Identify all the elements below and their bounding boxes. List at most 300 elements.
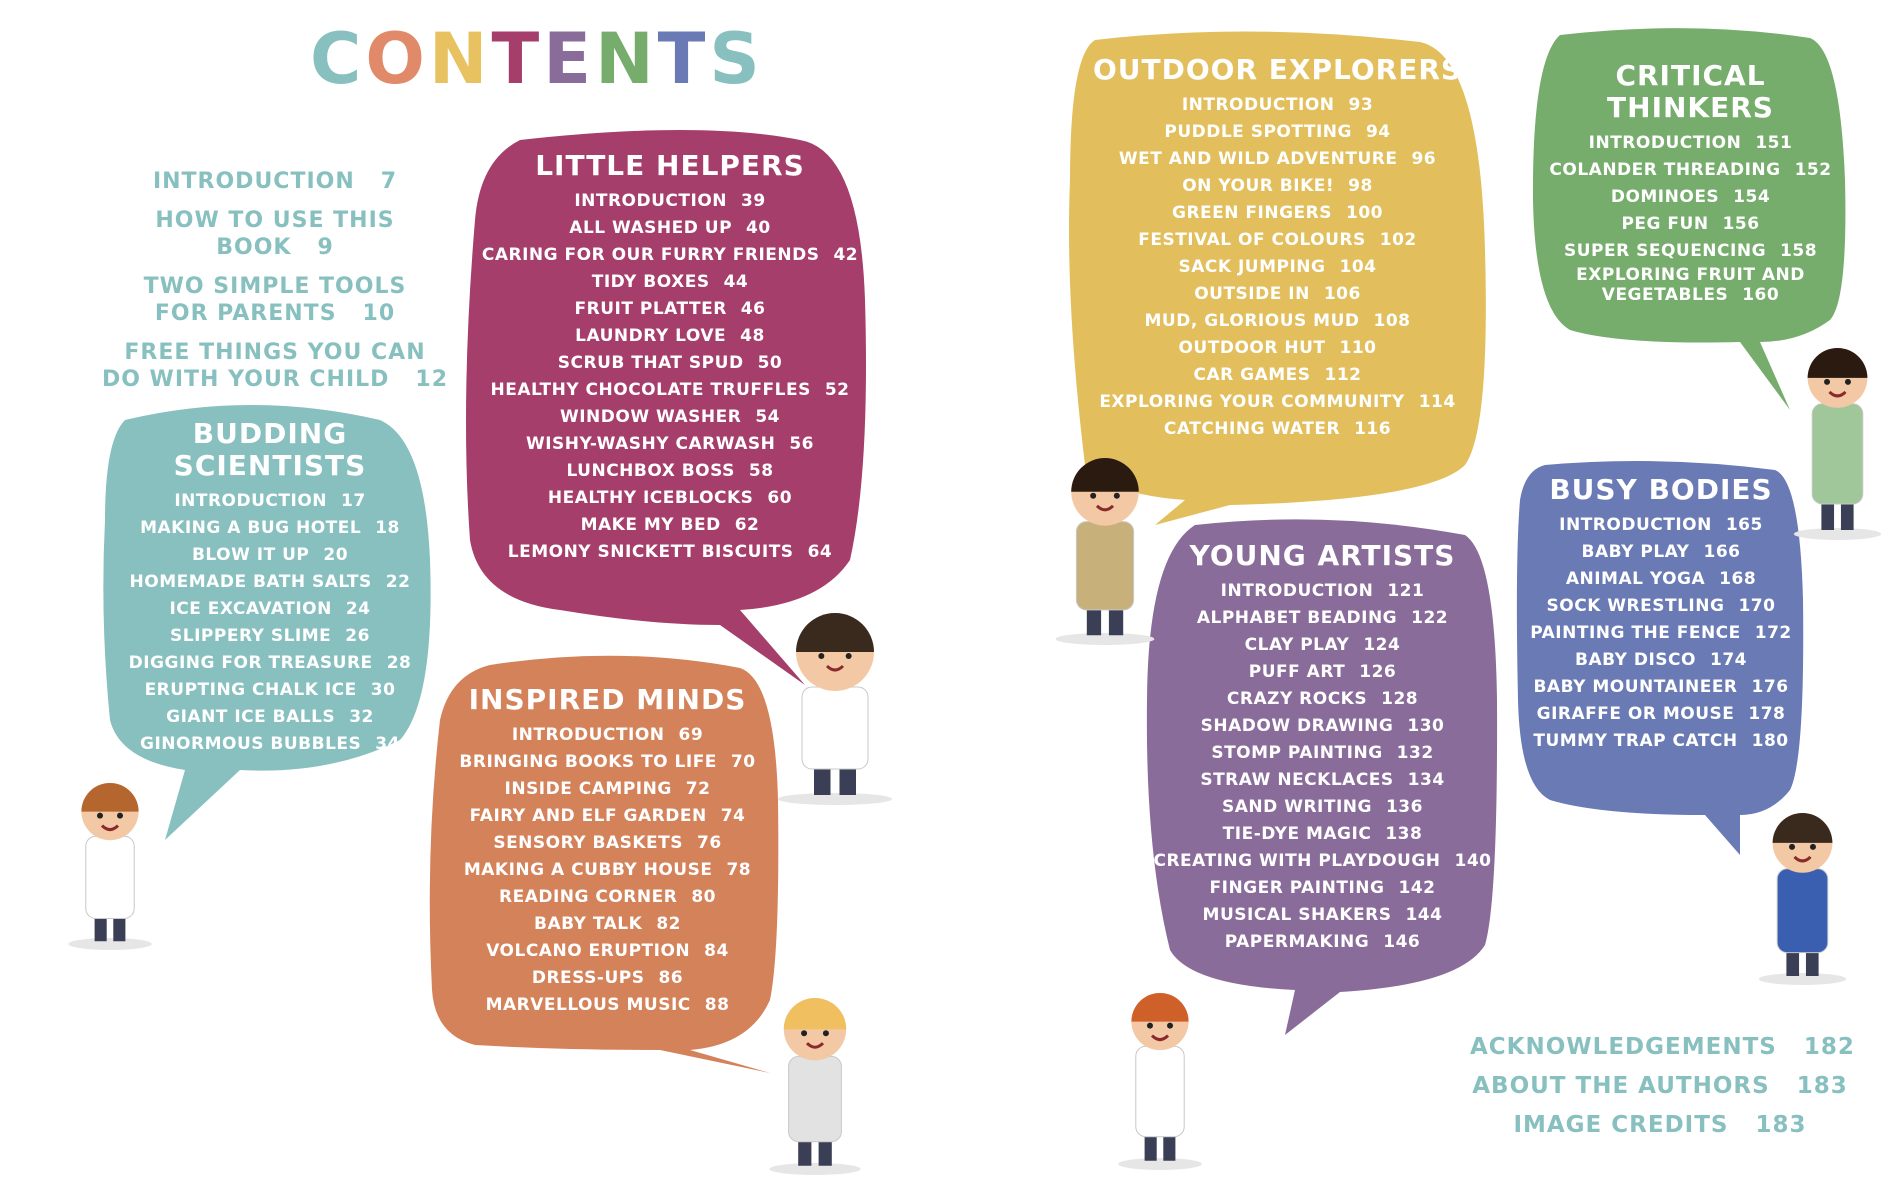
toc-entry-page: 32	[349, 707, 374, 727]
section-items	[1075, 92, 1480, 443]
toc-entry-label: MAKING A CUBBY HOUSE	[463, 860, 713, 880]
toc-entry-label: SACK JUMPING	[1178, 257, 1326, 277]
body	[1777, 869, 1828, 953]
toc-entry[interactable]	[478, 377, 862, 404]
toc-entry-page: 56	[789, 434, 814, 454]
toc-entry-page: 182	[1803, 1034, 1855, 1060]
section-critical-thinkers	[1538, 60, 1843, 305]
toc-entry-page: 112	[1324, 365, 1362, 385]
toc-entry-label: FINGER PAINTING	[1209, 878, 1385, 898]
toc-entry-label: BABY MOUNTAINEER	[1533, 677, 1738, 697]
toc-entry[interactable]	[478, 404, 862, 431]
toc-entry[interactable]	[1150, 632, 1495, 659]
toc-entry[interactable]	[95, 168, 455, 195]
toc-entry-page: 160	[1742, 285, 1780, 305]
toc-entry[interactable]	[478, 512, 862, 539]
toc-entry[interactable]	[1075, 362, 1480, 389]
toc-entry-page: 7	[380, 169, 398, 194]
toc-entry[interactable]	[1150, 848, 1495, 875]
toc-entry-label: DOMINOES	[1610, 187, 1720, 207]
toc-entry[interactable]	[1150, 902, 1495, 929]
toc-entry-label: SLIPPERY SLIME	[170, 626, 332, 646]
right-eye	[1114, 493, 1120, 499]
right-eye	[823, 1030, 829, 1036]
toc-entry-label: LAUNDRY LOVE	[575, 326, 727, 346]
toc-entry[interactable]	[1522, 512, 1800, 539]
toc-entry-label: BABY PLAY	[1581, 542, 1690, 562]
toc-entry-label: BLOW IT UP	[191, 545, 310, 565]
toc-entry[interactable]	[440, 803, 775, 830]
section-title: INSPIRED MINDS	[468, 683, 747, 716]
toc-entry[interactable]	[1075, 416, 1480, 443]
toc-entry[interactable]	[1522, 647, 1800, 674]
toc-entry[interactable]	[1470, 1028, 1855, 1067]
section-items	[478, 188, 862, 566]
thinker-child-icon	[1780, 340, 1895, 540]
toc-entry[interactable]	[95, 339, 455, 393]
toc-entry-label: TIE-DYE MAGIC	[1222, 824, 1372, 844]
toc-entry-page: 74	[720, 806, 746, 826]
toc-entry-page: 17	[341, 491, 366, 511]
hair	[1131, 993, 1188, 1022]
toc-entry-label: PAPERMAKING	[1224, 932, 1370, 952]
toc-entry[interactable]	[1470, 1067, 1850, 1106]
toc-entry[interactable]	[1538, 184, 1843, 211]
toc-entry-label: SENSORY BASKETS	[493, 833, 683, 853]
left-eye	[801, 1030, 807, 1036]
section-title: YOUNG ARTISTS	[1189, 539, 1456, 572]
toc-entry[interactable]	[95, 207, 455, 261]
toc-entry-page: 20	[323, 545, 349, 565]
toc-entry-label: HOW TO USE THIS BOOK	[155, 208, 395, 260]
title-letter: T	[491, 18, 544, 100]
toc-entry[interactable]	[478, 350, 862, 377]
section-outdoor-explorers	[1075, 54, 1480, 443]
painter-child-icon	[1105, 985, 1215, 1170]
toc-entry-page: 122	[1411, 608, 1449, 628]
toc-entry[interactable]	[478, 188, 862, 215]
section-title-line: BUDDING	[192, 417, 348, 450]
toc-entry-label: DRESS-UPS	[531, 968, 645, 988]
toc-entry[interactable]	[1075, 173, 1480, 200]
toc-entry-page: 78	[726, 860, 752, 880]
toc-entry-label: GREEN FINGERS	[1172, 203, 1332, 223]
toc-entry[interactable]	[1075, 335, 1480, 362]
toc-entry-page: 140	[1454, 851, 1492, 871]
toc-entry[interactable]	[440, 965, 775, 992]
toc-entry-page: 174	[1709, 650, 1747, 670]
hair	[81, 783, 138, 812]
section-budding-scientists	[115, 418, 425, 758]
section-items	[1150, 578, 1495, 956]
section-title: BUSY BODIES	[1549, 473, 1773, 506]
toc-entry[interactable]	[478, 269, 862, 296]
toc-entry-page: 154	[1733, 187, 1771, 207]
toc-entry[interactable]	[440, 911, 775, 938]
toc-entry[interactable]	[1150, 767, 1495, 794]
toc-entry-page: 46	[740, 299, 766, 319]
toc-entry[interactable]	[440, 830, 775, 857]
toc-entry-page: 142	[1398, 878, 1436, 898]
toc-entry-label: INTRODUCTION	[1588, 133, 1742, 153]
toc-entry-label: SCRUB THAT SPUD	[557, 353, 744, 373]
toc-entry[interactable]	[1150, 821, 1495, 848]
scientist-child-icon	[55, 775, 165, 950]
toc-entry-label: OUTSIDE IN	[1194, 284, 1310, 304]
toc-entry-page: 138	[1385, 824, 1423, 844]
toc-entry-label: SHADOW DRAWING	[1200, 716, 1394, 736]
toc-entry[interactable]	[115, 623, 425, 650]
toc-entry[interactable]	[440, 992, 775, 1019]
toc-entry[interactable]	[478, 215, 862, 242]
toc-entry[interactable]	[115, 542, 425, 569]
toc-entry-label: IMAGE CREDITS	[1513, 1112, 1729, 1138]
toc-entry-label: INTRODUCTION	[152, 169, 355, 194]
section-title-line: CRITICAL	[1615, 59, 1766, 92]
toc-entry-label: SOCK WRESTLING	[1546, 596, 1725, 616]
toc-entry-page: 52	[824, 380, 850, 400]
ground-shadow	[1056, 633, 1155, 645]
toc-entry[interactable]	[1150, 605, 1495, 632]
toc-entry-label: MAKING A BUG HOTEL	[140, 518, 362, 538]
hair	[1071, 458, 1139, 492]
toc-entry-page: 108	[1373, 311, 1411, 331]
toc-entry-label: BRINGING BOOKS TO LIFE	[459, 752, 717, 772]
toc-entry-label: DIGGING FOR TREASURE	[128, 653, 373, 673]
toc-entry-page: 44	[723, 272, 749, 292]
section-little-helpers	[478, 150, 862, 566]
toc-entry-page: 172	[1754, 623, 1792, 643]
toc-entry-page: 151	[1755, 133, 1793, 153]
toc-entry[interactable]	[1150, 659, 1495, 686]
toc-entry-page: 10	[362, 301, 396, 326]
left-eye	[1147, 1023, 1153, 1029]
toc-entry-label: ABOUT THE AUTHORS	[1472, 1073, 1770, 1099]
toc-entry-page: 42	[833, 245, 859, 265]
toc-entry[interactable]	[1538, 238, 1843, 265]
toc-entry-page: 104	[1339, 257, 1377, 277]
toc-entry[interactable]	[95, 273, 455, 327]
toc-entry-label: BABY TALK	[534, 914, 643, 934]
toc-entry-page: 134	[1407, 770, 1445, 790]
hair	[1773, 813, 1833, 843]
section-busy-bodies	[1522, 474, 1800, 755]
toc-entry-label: CLAY PLAY	[1244, 635, 1350, 655]
right-eye	[1845, 379, 1851, 385]
toc-entry-page: 180	[1751, 731, 1789, 751]
toc-entry-label: FOR PARENTS	[154, 301, 337, 326]
section-title	[115, 418, 425, 482]
toc-entry[interactable]	[1522, 620, 1800, 647]
toc-entry-page: 168	[1719, 569, 1757, 589]
toc-entry[interactable]	[1075, 227, 1480, 254]
toc-entry-label: ERUPTING CHALK ICE	[144, 680, 357, 700]
toc-entry-label: ANIMAL YOGA	[1565, 569, 1706, 589]
toc-entry-label: CRAZY ROCKS	[1226, 689, 1368, 709]
toc-entry-page: 9	[317, 235, 334, 260]
body	[802, 687, 868, 769]
toc-entry-page: 48	[740, 326, 765, 346]
left-eye	[1090, 493, 1096, 499]
toc-entry-label: INTRODUCTION	[1181, 95, 1335, 115]
toc-entry-page: 144	[1405, 905, 1443, 925]
right-eye	[117, 813, 123, 819]
toc-entry-page: 88	[704, 995, 730, 1015]
toc-entry-page: 72	[685, 779, 711, 799]
toc-entry-page: 40	[746, 218, 771, 238]
hair	[784, 998, 846, 1029]
toc-entry-page: 69	[678, 725, 704, 745]
toc-entry-label: STRAW NECKLACES	[1200, 770, 1394, 790]
toc-entry[interactable]	[478, 296, 862, 323]
right-eye	[1167, 1023, 1173, 1029]
toc-entry[interactable]	[1522, 539, 1800, 566]
toc-entry[interactable]	[1075, 308, 1480, 335]
toc-entry-label: ALL WASHED UP	[569, 218, 733, 238]
toc-entry-label: FRUIT PLATTER	[574, 299, 727, 319]
toc-entry[interactable]	[440, 938, 775, 965]
toc-entry-label: LUNCHBOX BOSS	[566, 461, 735, 481]
toc-entry-label: ICE EXCAVATION	[169, 599, 332, 619]
section-title: LITTLE HELPERS	[535, 149, 805, 182]
toc-entry[interactable]	[1538, 130, 1843, 157]
toc-entry-page: 152	[1794, 160, 1832, 180]
body	[1136, 1046, 1184, 1137]
toc-entry[interactable]	[1538, 157, 1843, 184]
toc-entry-page: 110	[1339, 338, 1377, 358]
toc-entry-label: INTRODUCTION	[1220, 581, 1374, 601]
toc-entry-page: 82	[656, 914, 681, 934]
toc-entry[interactable]	[1075, 92, 1480, 119]
toc-entry-label: VOLCANO ERUPTION	[486, 941, 691, 961]
toc-entry[interactable]	[1150, 713, 1495, 740]
toc-entry[interactable]	[1522, 728, 1800, 755]
toc-entry-label: WINDOW WASHER	[559, 407, 742, 427]
toc-entry-page: 84	[704, 941, 729, 961]
toc-entry[interactable]	[440, 776, 775, 803]
toc-entry-page: 100	[1345, 203, 1383, 223]
toc-entry[interactable]	[1538, 265, 1843, 305]
toc-entry-label: FAIRY AND ELF GARDEN	[469, 806, 707, 826]
toc-entry[interactable]	[115, 704, 425, 731]
toc-entry[interactable]	[1522, 593, 1800, 620]
toc-entry[interactable]	[115, 731, 425, 758]
toc-entry[interactable]	[115, 515, 425, 542]
right-eye	[1810, 844, 1816, 850]
toc-entry[interactable]	[1470, 1106, 1850, 1145]
toc-entry-page: 24	[345, 599, 371, 619]
toc-entry-page: 58	[748, 461, 774, 481]
hair	[1808, 348, 1868, 378]
toc-entry-label: FESTIVAL OF COLOURS	[1138, 230, 1366, 250]
toc-entry[interactable]	[440, 722, 775, 749]
toc-entry[interactable]	[1150, 794, 1495, 821]
toc-entry-label: TIDY BOXES	[591, 272, 710, 292]
toc-entry-label: PEG FUN	[1621, 214, 1709, 234]
toc-entry[interactable]	[1150, 686, 1495, 713]
toc-entry[interactable]	[1150, 929, 1495, 956]
toc-entry-label: GIRAFFE OR MOUSE	[1536, 704, 1735, 724]
toc-entry-page: 170	[1738, 596, 1776, 616]
toc-entry-label: CARING FOR OUR FURRY FRIENDS	[481, 245, 820, 265]
toc-entry-page: 22	[385, 572, 411, 592]
toc-entry-label: WISHY-WASHY CARWASH	[525, 434, 776, 454]
toc-entry[interactable]	[1150, 578, 1495, 605]
toc-entry-page: 26	[345, 626, 370, 646]
ground-shadow	[1118, 1158, 1202, 1170]
toc-entry-label: LEMONY SNICKETT BISCUITS	[507, 542, 794, 562]
left-eye	[1789, 844, 1795, 850]
toc-entry-label: PAINTING THE FENCE	[1530, 623, 1741, 643]
toc-entry[interactable]	[478, 458, 862, 485]
toc-entry-page: 98	[1348, 176, 1373, 196]
toc-entry[interactable]	[1075, 119, 1480, 146]
explorer-child-icon	[1040, 450, 1170, 645]
ground-shadow	[1759, 973, 1846, 985]
toc-entry-label: MUSICAL SHAKERS	[1202, 905, 1392, 925]
toc-entry[interactable]	[115, 488, 425, 515]
right-eye	[846, 653, 852, 659]
title-letter: O	[365, 18, 429, 100]
toc-entry-page: 12	[415, 367, 449, 392]
toc-entry[interactable]	[1075, 146, 1480, 173]
toc-entry-label: PUDDLE SPOTTING	[1164, 122, 1352, 142]
toc-entry-page: 86	[658, 968, 684, 988]
title-letter: N	[428, 18, 492, 100]
toc-entry-page: 54	[755, 407, 781, 427]
ground-shadow	[778, 793, 892, 805]
toc-entry[interactable]	[478, 242, 862, 269]
toc-entry[interactable]	[115, 596, 425, 623]
toc-entry-page: 94	[1365, 122, 1391, 142]
title-letter: C	[310, 18, 366, 100]
toc-entry-label: SUPER SEQUENCING	[1563, 241, 1767, 261]
section-items	[440, 722, 775, 1019]
ground-shadow	[1794, 528, 1881, 540]
toc-entry-page: 96	[1411, 149, 1437, 169]
toc-entry-page: 60	[767, 488, 793, 508]
toc-entry-page: 114	[1418, 392, 1456, 412]
toc-entry-label: GINORMOUS BUBBLES	[140, 734, 362, 754]
toc-entry[interactable]	[115, 677, 425, 704]
toc-entry[interactable]	[478, 539, 862, 566]
toc-entry-label: EXPLORING YOUR COMMUNITY	[1099, 392, 1405, 412]
toc-entry-label: PUFF ART	[1248, 662, 1346, 682]
toc-entry[interactable]	[1522, 674, 1800, 701]
musician-child-icon	[755, 990, 875, 1175]
toc-entry[interactable]	[1150, 740, 1495, 767]
toc-entry[interactable]	[440, 749, 775, 776]
toc-entry[interactable]	[1075, 254, 1480, 281]
toc-entry-label: GIANT ICE BALLS	[166, 707, 336, 727]
toc-entry[interactable]	[1075, 389, 1480, 416]
ground-shadow	[68, 938, 152, 950]
toc-entry[interactable]	[1522, 566, 1800, 593]
ground-shadow	[769, 1163, 860, 1175]
toc-entry-page: 128	[1381, 689, 1419, 709]
body	[789, 1056, 842, 1141]
toc-entry-label: ALPHABET BEADING	[1196, 608, 1398, 628]
section-title	[1538, 60, 1843, 124]
toc-entry-page: 178	[1748, 704, 1786, 724]
section-items	[1538, 130, 1843, 305]
section-items	[115, 488, 425, 758]
section-title-line: SCIENTISTS	[173, 449, 367, 482]
toc-entry-label: INTRODUCTION	[174, 491, 327, 511]
toc-entry-label: CATCHING WATER	[1163, 419, 1341, 439]
toc-entry-page: 121	[1387, 581, 1425, 601]
toc-entry-page: 80	[691, 887, 717, 907]
toc-entry-page: 156	[1722, 214, 1760, 234]
toc-entry-page: 132	[1396, 743, 1434, 763]
toc-entry-page: 30	[370, 680, 396, 700]
toc-entry[interactable]	[478, 485, 862, 512]
toc-entry-page: 28	[386, 653, 412, 673]
toc-entry-page: 136	[1385, 797, 1423, 817]
toc-entry[interactable]	[440, 857, 775, 884]
toc-entry-page: 62	[734, 515, 760, 535]
toc-entry-page: 106	[1323, 284, 1361, 304]
toc-entry-label: DO WITH YOUR CHILD	[101, 367, 390, 392]
left-eye	[1824, 379, 1830, 385]
toc-entry-label-line1: TWO SIMPLE TOOLS	[143, 274, 407, 299]
toc-entry-label: READING CORNER	[498, 887, 678, 907]
toc-entry-label: INTRODUCTION	[511, 725, 665, 745]
toc-entry[interactable]	[1075, 200, 1480, 227]
toc-entry-label: INTRODUCTION	[574, 191, 727, 211]
toc-entry-page: 93	[1348, 95, 1374, 115]
toc-entry-label: COLANDER THREADING	[1549, 160, 1781, 180]
toc-entry-page: 166	[1703, 542, 1741, 562]
toc-entry-label: TUMMY TRAP CATCH	[1533, 731, 1738, 751]
toc-entry-page: 176	[1751, 677, 1789, 697]
toc-entry-page: 146	[1383, 932, 1421, 952]
toc-entry[interactable]	[440, 884, 775, 911]
hair	[796, 613, 874, 652]
section-items	[1522, 512, 1800, 755]
left-eye	[818, 653, 824, 659]
title-letter: S	[709, 18, 764, 100]
toc-entry[interactable]	[1150, 875, 1495, 902]
toc-entry-page: 39	[741, 191, 766, 211]
toc-entry-label: INSIDE CAMPING	[504, 779, 672, 799]
toc-entry[interactable]	[1538, 211, 1843, 238]
toc-entry-page: 183	[1796, 1073, 1848, 1099]
toc-entry-page: 130	[1407, 716, 1445, 736]
toc-entry-label: ACKNOWLEDGEMENTS	[1470, 1034, 1777, 1060]
toc-entry-label: WET AND WILD ADVENTURE	[1118, 149, 1398, 169]
toc-entry-page: 165	[1725, 515, 1763, 535]
toc-entry-label: INTRODUCTION	[1559, 515, 1712, 535]
toc-entry-label: HOMEMADE BATH SALTS	[129, 572, 372, 592]
toc-entry-label-line1: EXPLORING FRUIT AND	[1576, 265, 1805, 285]
toc-entry-page: 76	[696, 833, 722, 853]
toc-entry-page: 124	[1363, 635, 1401, 655]
section-young-artists	[1150, 540, 1495, 956]
toc-entry[interactable]	[115, 569, 425, 596]
toc-entry[interactable]	[115, 650, 425, 677]
toc-entry[interactable]	[1522, 701, 1800, 728]
title-letter: E	[543, 18, 596, 100]
toc-entry[interactable]	[478, 323, 862, 350]
toc-entry[interactable]	[1075, 281, 1480, 308]
toc-entry-page: 50	[757, 353, 783, 373]
toc-entry-label: BABY DISCO	[1575, 650, 1696, 670]
toc-entry[interactable]	[478, 431, 862, 458]
toc-entry-label: MAKE MY BED	[580, 515, 721, 535]
toc-entry-label: MUD, GLORIOUS MUD	[1144, 311, 1360, 331]
toc-entry-page: 126	[1359, 662, 1397, 682]
